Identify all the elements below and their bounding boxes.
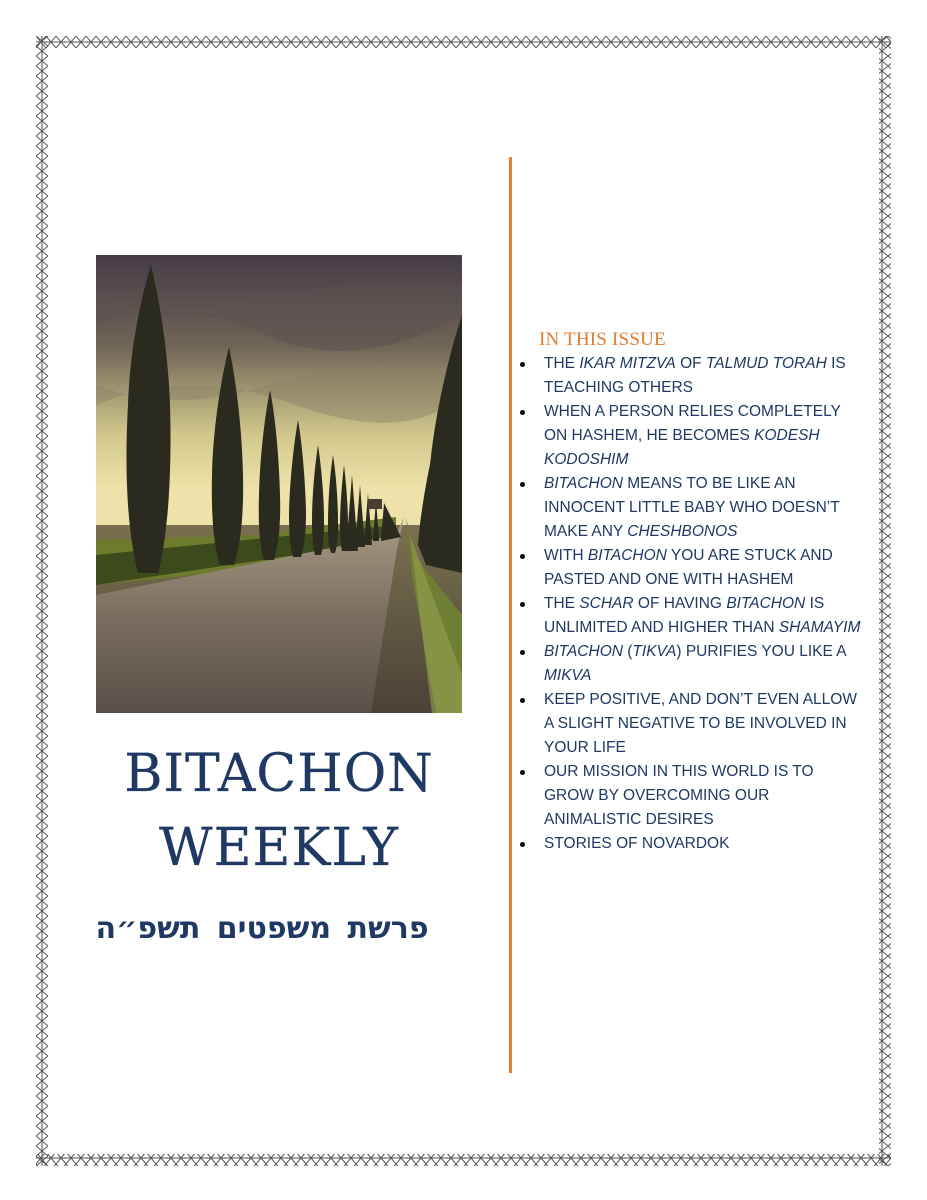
issue-item-text: THE [544, 595, 580, 612]
issue-item-italic-text: BITACHON [587, 547, 667, 564]
issue-item-text: STORIES OF NOVARDOK [544, 835, 730, 852]
issue-item-text: KEEP POSITIVE, AND DON’T EVEN ALLOW A SLIGHT NEGATIVE TO BE INVOLVED IN YOUR LIFE [544, 691, 857, 756]
issue-item-text: ( [622, 643, 633, 660]
in-this-issue-heading: IN THIS ISSUE [539, 329, 666, 350]
issue-item-text: IS UNLIMITED AND HIGHER THAN [544, 595, 825, 636]
newsletter-title-line-2: WEEKLY [159, 818, 399, 878]
issue-item-italic-text: CHESHBONOS [627, 523, 738, 540]
issue-item-italic-text: SCHAR [579, 595, 634, 612]
issue-item-italic-text: MIKVA [544, 667, 592, 684]
hebrew-parsha-subtitle: פרשת משפטים תשפ״ה [95, 911, 429, 946]
issue-item-text: OF HAVING [633, 595, 727, 612]
issue-list-item [520, 760, 865, 832]
issue-item-text: YOU ARE STUCK AND PASTED AND ONE WITH HASHEM [544, 547, 833, 588]
issue-item-text: OUR MISSION IN THIS WORLD IS TO GROW BY OVERCOMING OUR ANIMALISTIC DESIRES [544, 763, 814, 828]
issue-item-text: MEANS TO BE LIKE AN INNOCENT LITTLE BABY WHO DOESN’T MAKE ANY [544, 475, 840, 540]
issue-item-italic-text: BITACHON [544, 475, 623, 492]
issue-list-item [520, 472, 865, 544]
issue-list-item [520, 400, 865, 472]
newsletter-title-line-1: BITACHON [124, 744, 434, 804]
cover-photo-cypress-road [96, 255, 462, 713]
issue-list-item [520, 640, 865, 688]
issue-item-text: IS TEACHING OTHERS [544, 355, 846, 396]
issue-item-text: WHEN A PERSON RELIES COMPLETELY ON HASHEM, HE BECOMES [544, 403, 841, 444]
issue-contents-list [520, 352, 865, 856]
issue-item-italic-text: BITACHON [726, 595, 806, 612]
issue-item-text: OF [675, 355, 706, 372]
issue-item-italic-text: SHAMAYIM [778, 619, 861, 636]
issue-item-italic-text: KODESH KODOSHIM [544, 427, 820, 468]
issue-item-italic-text: IKAR MITZVA [579, 355, 676, 372]
issue-list-item [520, 592, 865, 640]
issue-list-item [520, 352, 865, 400]
issue-item-italic-text: TALMUD TORAH [705, 355, 827, 372]
vertical-divider-line [509, 157, 512, 1073]
issue-list-item [520, 688, 865, 760]
issue-item-italic-text: TIKVA [632, 643, 677, 660]
issue-item-text: WITH [544, 547, 588, 564]
issue-item-text: THE [544, 355, 580, 372]
issue-item-italic-text: BITACHON [544, 643, 623, 660]
issue-item-text: ) PURIFIES YOU LIKE A [676, 643, 846, 660]
issue-list-item [520, 544, 865, 592]
issue-list-item [520, 832, 865, 856]
